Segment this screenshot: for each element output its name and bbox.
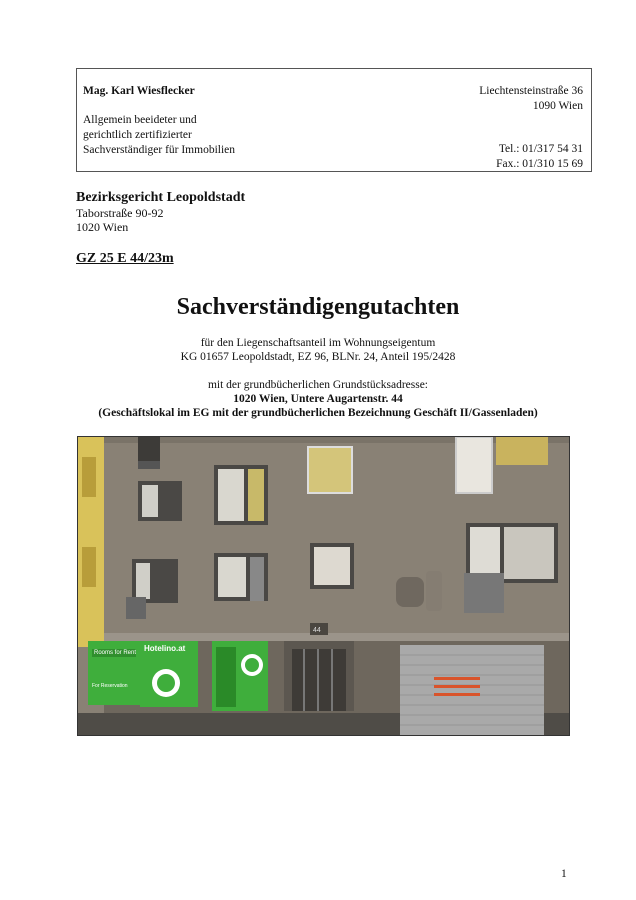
document-title: Sachverständigengutachten — [176, 294, 460, 320]
address-intro: mit der grundbücherlichen Grundstücksadresse: — [207, 379, 429, 391]
expert-city: 1090 Wien — [532, 100, 583, 112]
property-address-detail: (Geschäftslokal im EG mit der grundbücherlichen Bezeichnung Geschäft II/Gassenladen) — [98, 407, 538, 419]
expert-desc-3: Sachverständiger für Immobilien — [83, 144, 236, 156]
sign-reservation: For Reservation — [92, 683, 128, 689]
case-number: GZ 25 E 44/23m — [76, 251, 174, 266]
expert-tel: Tel.: 01/317 54 31 — [498, 143, 583, 155]
expert-street: Liechtensteinstraße 36 — [479, 85, 583, 97]
sign-brand: Hotelino.at — [144, 644, 186, 653]
expert-name: Mag. Karl Wiesflecker — [83, 85, 195, 97]
expert-desc-2: gerichtlich zertifizierter — [83, 129, 192, 141]
sign-rooms-for-rent: Rooms for Rent — [94, 650, 137, 656]
expert-contact — [479, 84, 583, 172]
expert-fax: Fax.: 01/310 15 69 — [496, 158, 583, 170]
subject-line-1: für den Liegenschaftsanteil im Wohnungseigentum — [200, 337, 436, 349]
subject-line-2: KG 01657 Leopoldstadt, EZ 96, BLNr. 24, Anteil 195/2428 — [180, 351, 456, 363]
court-city: 1020 Wien — [76, 220, 129, 234]
court-address — [76, 189, 245, 234]
expert-desc-1: Allgemein beeideter und — [83, 114, 197, 126]
court-street: Taborstraße 90-92 — [76, 206, 164, 220]
address-block — [0, 378, 636, 420]
property-address: 1020 Wien, Untere Augartenstr. 44 — [233, 393, 403, 405]
subject-block — [0, 336, 636, 364]
expert-header-box — [76, 68, 592, 172]
page-number: 1 — [561, 868, 567, 880]
house-number: 44 — [313, 627, 321, 634]
court-name: Bezirksgericht Leopoldstadt — [76, 190, 246, 205]
expert-info — [83, 84, 235, 158]
building-photo — [77, 436, 570, 736]
